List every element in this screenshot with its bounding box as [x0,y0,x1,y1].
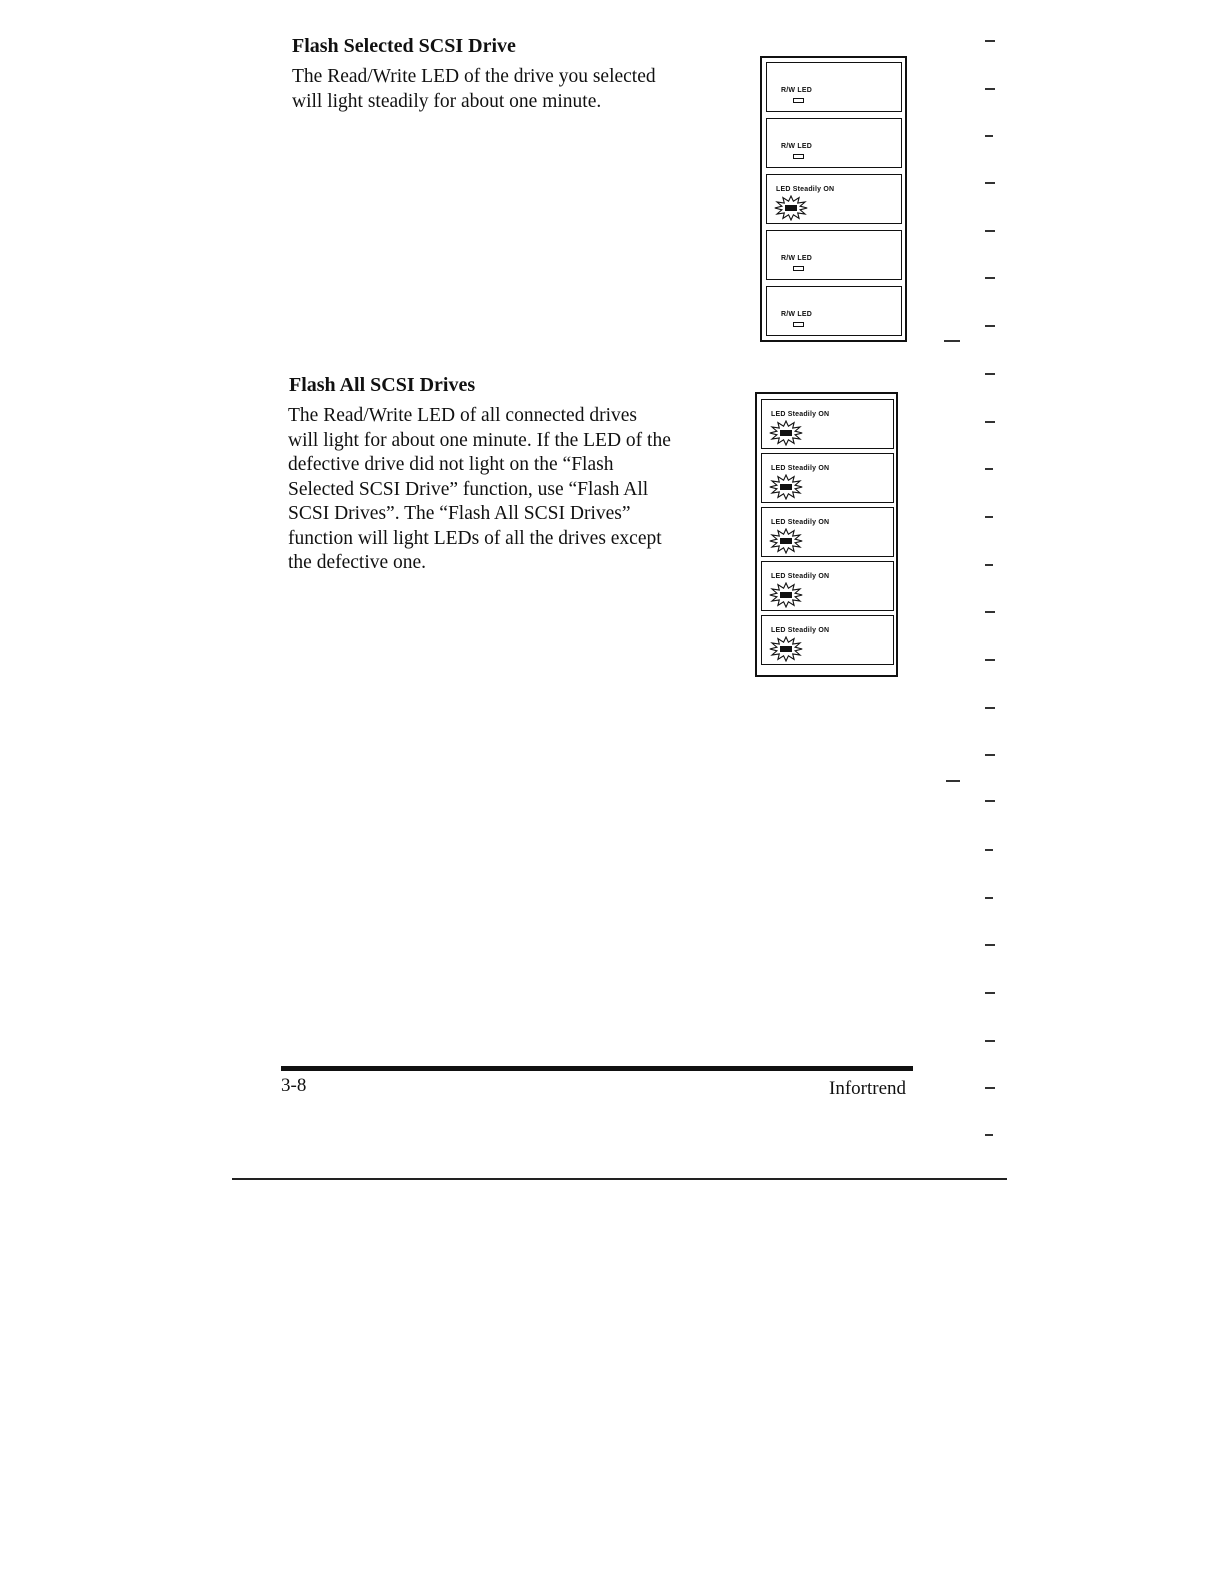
section-heading-flash-all: Flash All SCSI Drives [289,374,476,396]
drive-bay-label: LED Steadily ON [771,519,830,526]
margin-mark [985,230,995,232]
margin-mark [985,182,995,184]
margin-mark [985,421,995,423]
body-line: will light for about one minute. If the LED of the [288,429,671,451]
body-line: Selected SCSI Drive” function, use “Flash All [288,478,649,500]
margin-mark [985,1134,993,1136]
drive-bay [766,62,902,112]
drive-bay [761,399,894,449]
margin-mark [985,992,995,994]
page-number: 3-8 [281,1075,307,1096]
drive-bay [766,230,902,280]
led-lit-starburst-icon [768,420,804,451]
led-lit-starburst-icon [768,528,804,559]
led-off-icon [793,322,804,327]
drive-bay-label: R/W LED [781,311,812,318]
drive-bay-label: LED Steadily ON [771,627,830,634]
drive-bay [761,507,894,557]
led-lit-starburst-icon [773,195,809,226]
body-line: SCSI Drives”. The “Flash All SCSI Drives” [288,503,631,524]
margin-mark [985,468,993,470]
section-body-flash-all [288,404,718,576]
drive-bay [766,174,902,224]
margin-mark [946,780,960,782]
led-lit-starburst-icon [768,636,804,667]
drive-enclosure-figure-all [755,392,898,677]
body-line: The Read/Write LED of the drive you selected [292,66,656,87]
margin-mark [985,277,995,279]
footer-brand: Infortrend [829,1078,907,1099]
margin-mark [985,754,995,756]
margin-mark [985,325,995,327]
body-line: function will light LEDs of all the drives except [288,527,662,549]
margin-mark [985,135,993,137]
section-body-flash-selected [292,65,732,114]
margin-mark [985,1087,995,1089]
margin-mark [985,1040,995,1042]
drive-bay-label: LED Steadily ON [771,573,830,580]
margin-mark [985,373,995,375]
margin-mark [985,611,995,613]
margin-mark [985,659,995,661]
page-edge-line [232,1178,1007,1180]
drive-bay [766,286,902,336]
led-off-icon [793,266,804,271]
drive-bay [761,615,894,665]
margin-mark [985,800,995,802]
led-lit-starburst-icon [768,582,804,613]
drive-bay-label: LED Steadily ON [771,411,830,418]
body-line: the defective one. [288,552,427,573]
drive-bay-label: R/W LED [781,143,812,150]
drive-bay-label: R/W LED [781,87,812,94]
drive-bay [761,453,894,503]
drive-bay-label: LED Steadily ON [776,186,835,193]
body-line: defective drive did not light on the “Flash [288,454,614,475]
margin-mark [985,897,993,899]
body-line: will light steadily for about one minute. [292,90,602,112]
body-line: The Read/Write LED of all connected drives [288,405,637,426]
margin-mark [985,88,995,90]
margin-mark [985,944,995,946]
led-lit-starburst-icon [768,474,804,505]
margin-mark [985,516,993,518]
drive-bay [766,118,902,168]
margin-mark [985,40,995,42]
margin-mark [985,849,993,851]
margin-mark [985,707,995,709]
drive-bay [761,561,894,611]
section-heading-flash-selected: Flash Selected SCSI Drive [292,35,516,57]
led-off-icon [793,154,804,159]
drive-enclosure-figure-selected [760,56,907,342]
drive-bay-label: LED Steadily ON [771,465,830,472]
margin-mark [985,564,993,566]
led-off-icon [793,98,804,103]
drive-bay-label: R/W LED [781,255,812,262]
margin-mark [944,340,960,342]
footer-rule [281,1066,913,1071]
